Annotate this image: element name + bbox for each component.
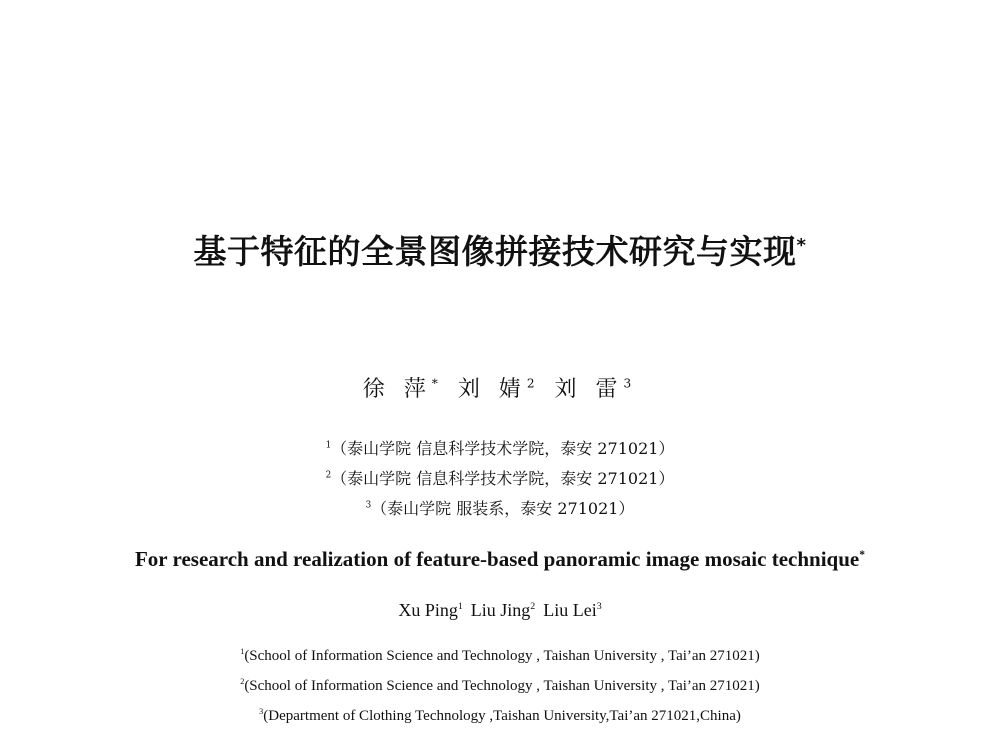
- author-cn-name: 刘 雷: [554, 377, 624, 402]
- affiliation-en: [0, 708, 1000, 725]
- author-cn-name: 刘 婧: [457, 377, 527, 402]
- affiliation-cn: [0, 436, 1000, 459]
- affiliation-en: [0, 678, 1000, 695]
- author-en-sup: 2: [530, 601, 536, 612]
- title-en-footnote-mark: *: [859, 549, 865, 561]
- affiliation-en: [0, 648, 1000, 665]
- author-cn-sup: *: [431, 376, 444, 391]
- author-list-en: [0, 600, 1000, 621]
- affiliation-en-text: (Department of Clothing Technology ,Taishan University,Tai’an 271021,China): [263, 708, 741, 724]
- affiliation-en-text: (School of Information Science and Technology , Taishan University , Tai’an 271021): [244, 648, 760, 664]
- affiliation-en-text: (School of Information Science and Technology , Taishan University , Tai’an 271021): [244, 678, 760, 694]
- author-en-name: Liu Jing: [470, 600, 531, 620]
- affiliation-en-sup: 1: [240, 647, 245, 656]
- paper-title-en: [0, 547, 1000, 572]
- affiliation-cn-text: （泰山学院 服装系，泰安 271021）: [371, 499, 635, 518]
- author-en-sup: 1: [457, 601, 463, 612]
- author-cn-name: 徐 萍: [362, 377, 432, 402]
- author-cn-sup: 3: [623, 376, 638, 391]
- author-list-cn: [0, 372, 1000, 403]
- affiliation-en-sup: 2: [240, 677, 245, 686]
- author-en-sup: 3: [596, 601, 602, 612]
- title-cn-footnote-mark: *: [796, 235, 807, 256]
- author-en-name: Xu Ping: [398, 600, 458, 620]
- author-cn-sup: 2: [526, 376, 541, 391]
- affiliation-cn: [0, 496, 1000, 519]
- affiliation-cn-sup: 2: [325, 470, 332, 481]
- affiliation-cn-sup: 1: [325, 440, 332, 451]
- title-cn-text: 基于特征的全景图像拼接技术研究与实现: [193, 232, 797, 271]
- affiliation-cn-text: （泰山学院 信息科学技术学院，泰安 271021）: [331, 439, 675, 458]
- paper-title-cn: [0, 226, 1000, 273]
- affiliation-cn-sup: 3: [365, 500, 372, 511]
- title-en-text: For research and realization of feature-based panoramic image mosaic technique: [134, 547, 860, 571]
- affiliation-cn: [0, 466, 1000, 489]
- author-en-name: Liu Lei: [543, 600, 597, 620]
- affiliation-en-sup: 3: [259, 707, 264, 716]
- affiliation-cn-text: （泰山学院 信息科学技术学院，泰安 271021）: [331, 469, 675, 488]
